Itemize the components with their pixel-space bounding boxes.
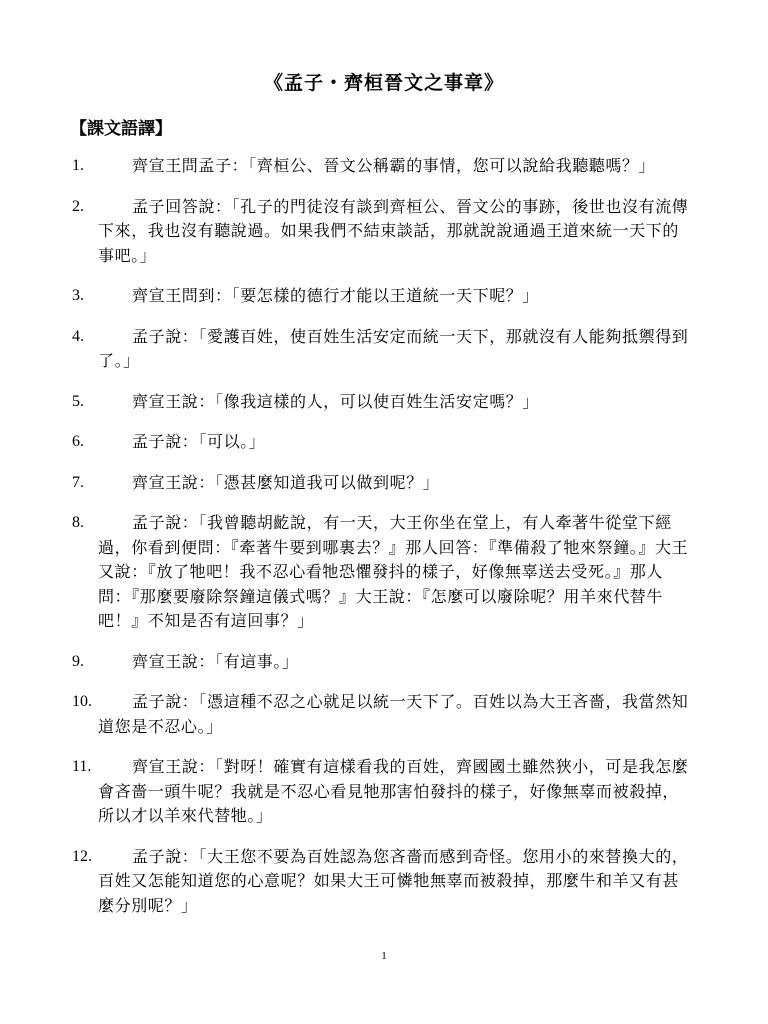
list-item xyxy=(0,325,768,374)
page-title: 《孟子・齊桓晉文之事章》 xyxy=(263,72,504,94)
list-item xyxy=(0,511,768,634)
list-item xyxy=(0,650,768,675)
item-number: 5. xyxy=(72,392,84,410)
item-number: 8. xyxy=(72,514,84,531)
list-item xyxy=(0,845,768,919)
item-number: 4. xyxy=(72,327,84,345)
item-text: 齊宣王問孟子：「齊桓公、晉文公稱霸的事情，您可以說給我聽聽嗎？」 xyxy=(132,156,656,175)
list-item xyxy=(0,471,768,496)
item-number: 1. xyxy=(72,157,84,174)
item-number: 9. xyxy=(72,652,84,670)
list-item xyxy=(0,154,768,179)
list-item xyxy=(0,755,768,829)
item-text: 齊宣王說：「有這事。」 xyxy=(132,651,299,671)
translation-list xyxy=(0,154,768,934)
item-text: 孟子說：「大王您不要為百姓認為您吝嗇而感到奇怪。您用小的來替換大的，百姓又怎能知道您的心意呢？如果大王可憐牠無辜而被殺掉，那麼牛和羊又有甚麼分別呢？」 xyxy=(98,846,689,915)
item-text: 齊宣王說：「憑甚麼知道我可以做到呢？」 xyxy=(132,472,440,492)
item-text: 齊宣王說：「像我這樣的人，可以使百姓生活安定嗎？」 xyxy=(132,391,540,411)
item-number: 12. xyxy=(72,847,92,865)
item-number: 2. xyxy=(72,197,84,215)
list-item xyxy=(0,284,768,309)
list-item xyxy=(0,195,768,269)
item-text: 孟子說：「愛護百姓，使百姓生活安定而統一天下，那就沒有人能夠抵禦得到了。」 xyxy=(98,326,689,370)
list-item xyxy=(0,690,768,739)
list-item xyxy=(0,390,768,415)
item-number: 10. xyxy=(72,693,92,710)
page-number: 1 xyxy=(381,950,387,962)
item-text: 齊宣王說：「對呀！確實有這樣看我的百姓，齊國國土雖然狹小，可是我怎麼會吝嗇一頭牛呢？我就是不忍心看見牠那害怕發抖的樣子，好像無辜而被殺掉，所以才以羊來代替牠。」 xyxy=(98,757,689,825)
item-text: 齊宣王問到：「要怎樣的德行才能以王道統一天下呢？」 xyxy=(132,286,540,305)
item-text: 孟子說：「憑這種不忍之心就足以統一天下了。百姓以為大王吝嗇，我當然知道您是不忍心。」 xyxy=(98,692,689,736)
item-number: 7. xyxy=(72,473,84,491)
list-item xyxy=(0,430,768,455)
item-number: 11. xyxy=(72,758,92,775)
item-text: 孟子說：「我曾聽胡齕說，有一天，大王你坐在堂上，有人牽著牛從堂下經過，你看到便問：『牽著牛要到哪裏去？』那人回答：『準備殺了牠來祭鐘。』大王又說：『放了牠吧！我不忍心看牠恐懼發抖的樣子，好像無辜送去受死。』那人問：『那麼要廢除祭鐘這儀式嗎？』大王說：『怎麼可以廢除呢？用羊來代替牛吧！』不知是否有這回事？」 xyxy=(98,513,689,630)
item-text: 孟子回答說：「孔子的門徒沒有談到齊桓公、晉文公的事跡，後世也沒有流傳下來，我也沒有聽說過。如果我們不結束談話，那就說說通過王道來統一天下的事吧。」 xyxy=(98,196,689,265)
item-number: 6. xyxy=(72,433,84,450)
item-number: 3. xyxy=(72,287,84,304)
item-text: 孟子說：「可以。」 xyxy=(132,432,266,451)
section-heading: 【課文語譯】 xyxy=(70,119,172,139)
